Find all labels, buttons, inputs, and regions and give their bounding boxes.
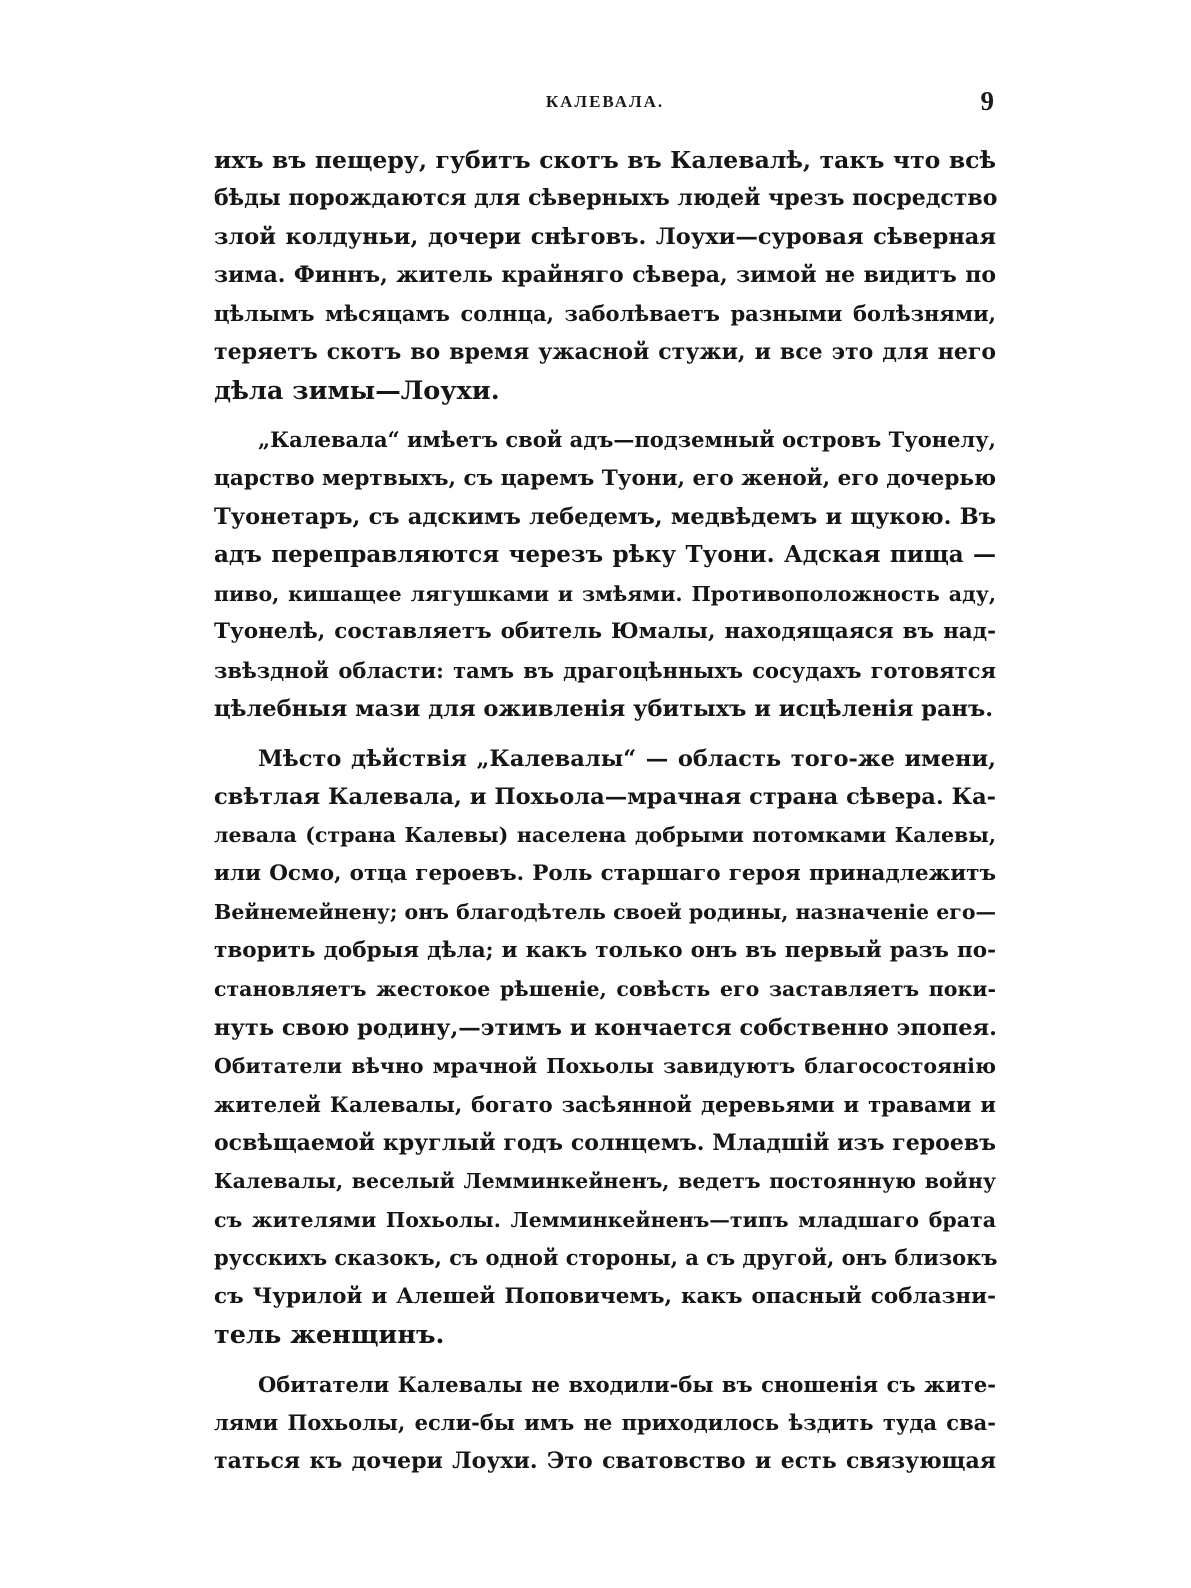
text-line: звѣздной области: тамъ въ драгоцѣнныхъ сосудахъ готовятся bbox=[214, 657, 996, 683]
text-line: теряетъ скотъ во время ужасной стужи, и все это для него bbox=[214, 339, 996, 366]
text-line: свѣтлая Калевала, и Похьола—мрачная страна сѣвера. Ка- bbox=[214, 784, 996, 810]
text-line: бѣды порождаются для сѣверныхъ людей чрезъ посредство bbox=[214, 185, 998, 212]
paragraph bbox=[214, 141, 996, 410]
text-line: съ жителями Похьолы. Лемминкейненъ—типъ младшаго брата bbox=[214, 1207, 996, 1232]
body-text bbox=[214, 141, 996, 1492]
text-line: Мѣсто дѣйствія „Калевалы“ — область того-же имени, bbox=[258, 745, 996, 772]
text-line: злой колдуньи, дочери снѣговъ. Лоухи—суровая сѣверная bbox=[214, 223, 996, 250]
text-line: или Осмо, отца героевъ. Роль старшаго героя принадлежитъ bbox=[214, 860, 996, 886]
text-line: тель женщинъ. bbox=[214, 1320, 445, 1351]
text-line: адъ переправляются черезъ рѣку Туони. Адская пища — bbox=[214, 541, 996, 569]
text-line: зима. Финнъ, житель крайняго сѣвера, зимой не видитъ по bbox=[214, 262, 996, 289]
text-line: Обитатели Калевалы не входили-бы въ сношенія съ жите- bbox=[258, 1371, 996, 1397]
paragraph bbox=[214, 1366, 996, 1481]
text-line: Вейнемейнену; онъ благодѣтель своей родины, назначеніе его— bbox=[214, 900, 997, 925]
text-line: „Калевала“ имѣетъ свой адъ—подземный островъ Туонелу, bbox=[258, 427, 996, 453]
text-line: пиво, кишащее лягушками и змѣями. Противоположность аду, bbox=[214, 581, 996, 606]
text-line: цѣлебныя мази для оживленія убитыхъ и исцѣленія ранъ. bbox=[214, 696, 994, 723]
text-line: левала (страна Калевы) населена добрыми потомками Калевы, bbox=[214, 823, 996, 848]
text-line: нуть свою родину,—этимъ и кончается собственно эпопея. bbox=[214, 1014, 997, 1041]
text-line: дѣла зимы—Лоухи. bbox=[214, 375, 500, 406]
text-line: русскихъ сказокъ, съ одной стороны, а съ другой, онъ близокъ bbox=[214, 1245, 998, 1271]
text-line: ихъ въ пещеру, губитъ скотъ въ Калевалѣ, такъ что всѣ bbox=[214, 146, 996, 174]
text-line: Калевалы, веселый Лемминкейненъ, ведетъ постоянную войну bbox=[214, 1169, 996, 1194]
page-number: 9 bbox=[980, 86, 994, 116]
text-line: Туонетаръ, съ адскимъ лебедемъ, медвѣдемъ и щукою. Въ bbox=[214, 503, 996, 530]
text-line: жителей Калевалы, богато засѣянной деревьями и травами и bbox=[214, 1091, 996, 1117]
text-line: Туонелѣ, составляетъ обитель Юмалы, находящаяся въ над- bbox=[214, 619, 996, 645]
text-line: съ Чурилой и Алешей Поповичемъ, какъ опасный соблазни- bbox=[214, 1283, 996, 1309]
running-title: КАЛЕВАЛА. bbox=[545, 92, 665, 111]
text-line: освѣщаемой круглый годъ солнцемъ. Младшій изъ героевъ bbox=[214, 1129, 996, 1156]
text-line: цѣлымъ мѣсяцамъ солнца, заболѣваетъ разными болѣзнями, bbox=[214, 300, 996, 326]
text-line: творить добрыя дѣла; и какъ только онъ въ первый разъ по- bbox=[214, 937, 996, 963]
text-line: Обитатели вѣчно мрачной Похьолы завидуютъ благосостоянію bbox=[214, 1054, 996, 1079]
paragraph bbox=[214, 421, 996, 729]
text-line: царство мертвыхъ, съ царемъ Туони, его женой, его дочерью bbox=[214, 465, 997, 491]
text-line: лями Похьолы, если-бы имъ не приходилось ѣздить туда сва- bbox=[214, 1410, 996, 1435]
text-line: таться къ дочери Лоухи. Это сватовство и есть связующая bbox=[214, 1448, 996, 1475]
page-header bbox=[214, 86, 996, 126]
paragraph bbox=[214, 740, 996, 1355]
text-line: становляетъ жестокое рѣшеніе, совѣсть его заставляетъ поки- bbox=[214, 977, 996, 1002]
